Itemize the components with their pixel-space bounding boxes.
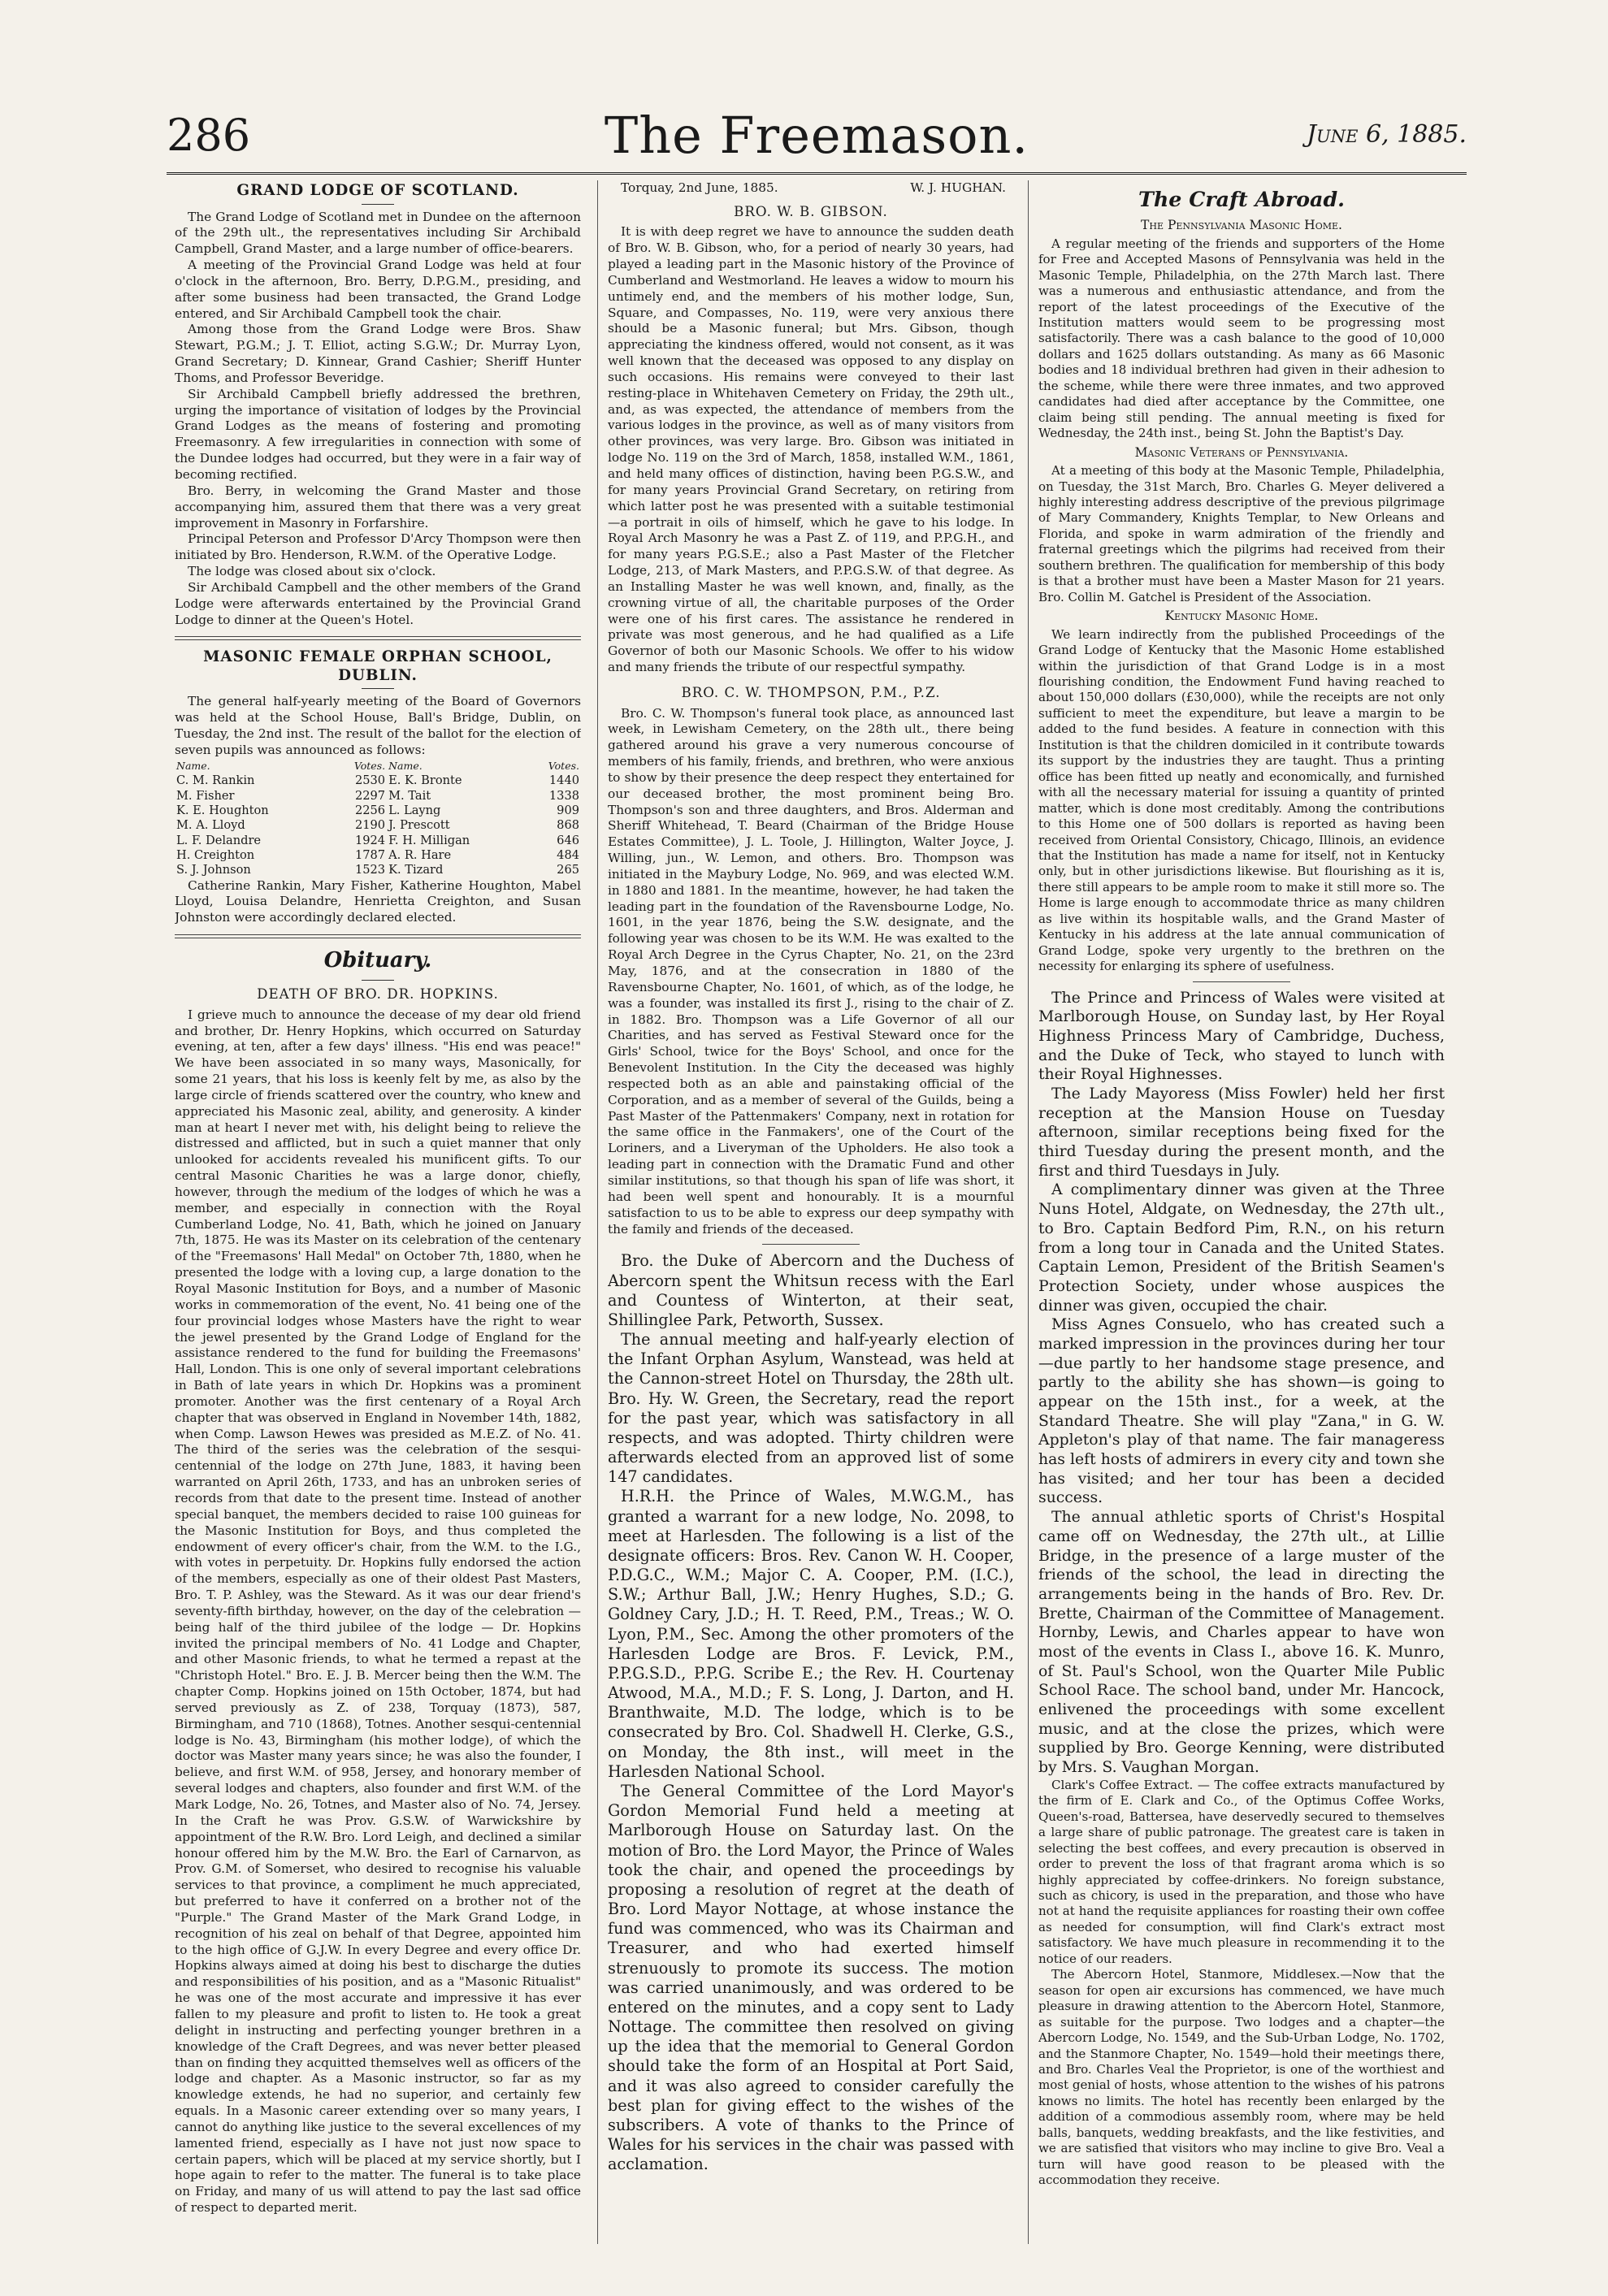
article-heading: BRO. C. W. THOMPSON, P.M., P.Z. xyxy=(681,684,941,700)
divider xyxy=(362,204,394,205)
divider xyxy=(362,980,394,981)
column-2 xyxy=(608,180,1014,2244)
paragraph: At a meeting of this body at the Masonic Temple, Philadelphia, on Tuesday, the 31st March, Bro. Charles G. Meyer delivered a highly interesting address descriptive of the previous pilgrimage of Mary Commandery, Knights Templar, to New Orleans and Florida, and spoke in warm admiration of the friendly and fraternal greetings which the pilgrims had received from their southern brethren. The qualification for membership of this body is that a brother must have been a Master Mason for 21 years. Bro. Collin M. Gatchel is President of the Association. xyxy=(1038,463,1445,604)
column-divider xyxy=(597,180,598,2244)
paragraph: The annual athletic sports of Christ's Hospital came off on Wednesday, the 27th ult., at Lillie Bridge, in the presence of a large muster of the friends of the school, the lead in directing the arrangements being in the hands of Bro. Rev. Dr. Brette, Chairman of the Committee of Management. Hornby, Lewis, and Charles appear to have won most of the events in Class I., above 16. K. Munro, of St. Paul's School, won the Quarter Mile Public School Race. The school band, under Mr. Hancock, enlivened the proceedings with some excellent music, and at the close the prizes, which were supplied by Bro. George Kenning, were distributed by Mrs. S. Vaughan Morgan. xyxy=(1038,1509,1445,1777)
vote-count: 646 xyxy=(557,833,579,847)
issue-date: June 6, 1885. xyxy=(1306,120,1467,149)
section-rule xyxy=(175,934,581,938)
section-title-obituary: Obituary. xyxy=(323,948,432,973)
ballot-results-table xyxy=(175,759,581,878)
table-header-row xyxy=(175,759,581,773)
paragraph: A regular meeting of the friends and supporters of the Home for Free and Accepted Masons of Pennsylvania was held in the Masonic Temple, Philadelphia, on the 27th March last. There was a numerous and enthusiastic attendance, and from the report of the latest proceedings of the Executive of the Institution matters would seem to be progressing most satisfactorily. There was a cash balance to the good of 10,000 dollars and 1625 dollars outstanding. As many as 66 Masonic bodies and 18 individual brethren had given in their adhesion to the scheme, while there were three inmates, and two approved candidates had died after acceptance by the Committee, one claim being still pending. The annual meeting is fixed for Wednesday, the 24th inst., being St. John the Baptist's Day. xyxy=(1038,236,1445,441)
page-number: 286 xyxy=(167,110,251,161)
vote-count: 265 xyxy=(557,863,579,877)
signature-name: W. J. HUGHAN. xyxy=(910,180,1006,195)
article-heading: Kentucky Masonic Home. xyxy=(1164,609,1319,624)
paragraph: The annual meeting and half-yearly election of the Infant Orphan Asylum, Wanstead, was held at the Cannon-street Hotel on Thursday, the 28th ult. Bro. Hy. W. Green, the Secretary, read the report for the past year, which was satisfactory in all respects, and was adopted. Thirty children were afterwards elected from an approved list of some 147 candidates. xyxy=(608,1330,1014,1487)
article-heading: GRAND LODGE OF SCOTLAND. xyxy=(236,182,519,199)
vote-count: 909 xyxy=(557,803,579,817)
column-header: Votes. xyxy=(353,759,386,772)
signature-place: Torquay, 2nd June, 1885. xyxy=(621,180,778,195)
vote-count: 2530 xyxy=(354,773,386,788)
signature-line xyxy=(608,180,1014,197)
column-header: Name. xyxy=(388,759,423,772)
paragraph: The General Committee of the Lord Mayor's Gordon Memorial Fund held a meeting at Marlborough House on Saturday last. On the motion of Bro. the Lord Mayor, the Prince of Wales took the chair, and opened the proceedings by proposing a resolution of regret at the death of Bro. Lord Mayor Nottage, at whose instance the fund was commenced, who was its Chairman and Treasurer, and who had exerted himself strenuously to promote its success. The motion was carried unanimously, and was ordered to be entered on the minutes, and a copy sent to Lady Nottage. The committee then resolved on giving up the idea that the memorial to General Gordon should take the form of an Hospital at Port Said, and it was also agreed to consider carefully the best plan for giving effect to the wishes of the subscribers. A vote of thanks to the Prince of Wales for his services in the chair was passed with acclamation. xyxy=(608,1781,1014,2174)
paragraph: H.R.H. the Prince of Wales, M.W.G.M., has granted a warrant for a new lodge, No. 2098, to meet at Harlesden. The following is a list of the designate officers: Bros. Rev. Canon W. H. Cooper, P.D.G.C., W.M.; Major C. A. Cooper, P.M. (I.C.), S.W.; Arthur Ball, J.W.; Henry Hughes, S.D.; G. Goldney Cary, J.D.; H. T. Reed, P.M., Treas.; W. O. Lyon, P.M., Sec. Among the other promoters of the Harlesden Lodge are Bros. F. Levick, P.M., P.P.G.S.D., P.P.G. Scribe E.; the Rev. H. Courtenay Atwood, M.A., M.D.; F. S. Long, J. Darton, and H. Branthwaite, M.D. The lodge, which is to be consecrated by Bro. Col. Shadwell H. Clerke, G.S., on Monday, the 8th inst., will meet in the Harlesden National School. xyxy=(608,1487,1014,1781)
candidate-name: A. R. Hare xyxy=(388,847,452,862)
section-rule xyxy=(175,636,581,640)
table-row xyxy=(175,818,581,833)
vote-count: 1440 xyxy=(548,773,579,788)
section-title-craft-abroad: The Craft Abroad. xyxy=(1138,187,1345,211)
candidate-name: L. Layng xyxy=(388,803,441,817)
candidate-name: K. Tizard xyxy=(388,863,444,877)
masthead-title: The Freemason. xyxy=(604,106,1029,165)
article-heading: MASONIC FEMALE ORPHAN SCHOOL, DUBLIN. xyxy=(203,648,553,684)
vote-count: 2256 xyxy=(354,803,386,817)
article-heading: The Pennsylvania Masonic Home. xyxy=(1141,218,1342,233)
paragraph: The Lady Mayoress (Miss Fowler) held her first reception at the Mansion House on Tuesday afternoon, similar receptions being fixed for the third Tuesday during the present month, and the first and third Tuesdays in July. xyxy=(1038,1085,1445,1180)
page-header xyxy=(167,107,1467,175)
candidate-name: K. E. Houghton xyxy=(176,803,269,817)
divider xyxy=(762,1244,860,1245)
table-row xyxy=(175,773,581,788)
paragraph: Bro. C. W. Thompson's funeral took place, as announced last week, in Lewisham Cemetery, on the 28th ult., there being gathered around his grave a very numerous concourse of members of his family, friends, and brethren, who were anxious to show by their presence the deep respect they entertained for our deceased brother, the most prominent being Bro. Thompson's son and three daughters, and Bros. Alderman and Sheriff Whitehead, T. Beard (Chairman of the Bridge House Estates Committee), J. L. Toole, J. Hillington, Walter Joyce, J. Willing, jun., W. Lemon, and others. Bro. Thompson was initiated in the Maybury Lodge, No. 969, and was elected W.M. in 1880 and 1881. In the meantime, however, he had taken the leading part in the foundation of the Ravensbourne Lodge, No. 1601, in the year 1876, being the S.W. designate, and the following year was chosen to be its W.M. He was exalted to the Royal Arch Degree in the Cyrus Chapter, No. 21, on the 23rd May, 1876, and at the consecration in 1880 of the Ravensbourne Chapter, No. 1601, of which, as of the lodge, he was a founder, was installed its first J., rising to the chair of Z. in 1882. Bro. Thompson was a Life Governor of all our Charities, and has served as Festival Steward once for the Girls' School, twice for the Boys' School, and once for the Benevolent Institution. In the City the deceased was highly respected both as an able and painstaking official of the Corporation, and as a member of several of the Guilds, being a Past Master of the Pattenmakers' Company, next in rotation for the same office in the Fanmakers', one of the Court of the Loriners, and a Liveryman of the Upholders. He also took a leading part in connection with the Dramatic Fund and other similar institutions, so that though his span of life was short, it had been well spent and honourably. It is a mournful satisfaction to us to be able to express our deep sympathy with the family and friends of the deceased. xyxy=(608,705,1014,1237)
candidate-name: M. Fisher xyxy=(176,788,235,803)
table-row xyxy=(175,834,581,848)
paragraph: The general half-yearly meeting of the Board of Governors was held at the School House, Ball's Bridge, Dublin, on Tuesday, the 2nd inst. The result of the ballot for the election of seven pupils was announced as follows: xyxy=(175,694,581,758)
candidate-name: M. Tait xyxy=(388,788,431,803)
table-row xyxy=(175,804,581,818)
vote-count: 2190 xyxy=(354,818,386,833)
paragraph: Sir Archibald Campbell and the other members of the Grand Lodge were afterwards entertained by the Provincial Grand Lodge to dinner at the Queen's Hotel. xyxy=(175,579,581,627)
candidate-name: M. A. Lloyd xyxy=(176,818,245,833)
vote-count: 484 xyxy=(557,847,579,862)
vote-count: 2297 xyxy=(354,788,386,803)
column-header: Votes. xyxy=(548,759,579,772)
candidate-name: E. K. Bronte xyxy=(388,773,462,788)
candidate-name: C. M. Rankin xyxy=(176,773,255,788)
column-2-flow xyxy=(608,180,1014,2174)
paragraph: We learn indirectly from the published Proceedings of the Grand Lodge of Kentucky that the Masonic Home established within the jurisdiction of that Grand Lodge is in a most flourishing condition, the Endowment Fund having reached to about 150,000 dollars (£30,000), while the receipts are not only sufficient to meet the expenditure, but leave a margin to be added to the fund besides. A feature in connection with this Institution is that the children domiciled in it contribute towards its support by the industries they are taught. Thus a printing office has been fitted up neatly and economically, and furnished with all the necessary material for issuing a quantity of printed matter, which is done most creditably. Among the contributions to this Home one of 500 dollars is reported as having been received from Oriental Consistory, Chicago, Illinois, an evidence that the Institution has made a name for itself, not in Kentucky only, but in other jurisdictions likewise. But flourishing as it is, there still appears to be ample room to make it still more so. The Home is large enough to accommodate thrice as many children as live within its hospitable walls, and the Grand Master of Kentucky in his address at the late annual communication of Grand Lodge, spoke very urgently to the brethren on the necessity for enlarging its sphere of usefulness. xyxy=(1038,626,1445,974)
paragraph: Bro. Berry, in welcoming the Grand Master and those accompanying him, assured them that there was a very great improvement in Masonry in Forfarshire. xyxy=(175,483,581,531)
paragraph: Bro. the Duke of Abercorn and the Duchess of Abercorn spent the Whitsun recess with the Earl and Countess of Winterton, at their seat, Shillinglee Park, Petworth, Sussex. xyxy=(608,1251,1014,1329)
table-row xyxy=(175,848,581,863)
candidate-name: S. J. Johnson xyxy=(176,863,251,877)
paragraph: Sir Archibald Campbell briefly addressed the brethren, urging the importance of visitation of lodges by the Provincial Grand Lodges as the means of fostering and promoting Freemasonry. A few irregularities in connection with some of the Dundee lodges had occurred, but they were in a fair way of becoming rectified. xyxy=(175,386,581,483)
candidate-name: F. H. Milligan xyxy=(388,833,470,847)
paragraph: Catherine Rankin, Mary Fisher, Katherine Houghton, Mabel Lloyd, Louisa Delandre, Henrietta Creighton, and Susan Johnston were accordingly declared elected. xyxy=(175,877,581,925)
paragraph: It is with deep regret we have to announce the sudden death of Bro. W. B. Gibson, who, for a period of nearly 30 years, had played a leading part in the Masonic history of the Province of Cumberland and Westmorland. He leaves a widow to mourn his untimely end, and the members of his mother lodge, Sun, Square, and Compasses, No. 119, were very anxious there should be a Masonic funeral; but Mrs. Gibson, though appreciating the kindness offered, would not consent, as it was well known that the deceased was opposed to any display on such occasions. His remains were conveyed to their last resting-place in Whitehaven Cemetery on Friday, the 29th ult., and, as was expected, the attendance of members from the various lodges in the province, as well as of many visitors from other provinces, was very large. Bro. Gibson was initiated in lodge No. 119 on the 3rd of March, 1858, installed W.M., 1861, and held many offices of distinction, having been P.G.S.W., and for many years Provincial Grand Secretary, on retiring from which latter post he was presented with a suitable testimonial—a portrait in oils of himself, which he gave to his lodge. In Royal Arch Masonry he was a Past Z. of 119, and P.P.G.H., and for many years P.G.S.E.; also a Past Master of the Fletcher Lodge, 213, of Mark Masters, and P.P.G.S.W. of that degree. As an Installing Master he was well known, and, finally, as the crowning virtue of all, the charitable purposes of the Order were one of his first cares. The assistance he rendered in private was most generous, and he had qualified as a Life Governor of both our Masonic Schools. We offer to his widow and many friends the tribute of our respectful sympathy. xyxy=(608,224,1014,675)
paragraph: I grieve much to announce the decease of my dear old friend and brother, Dr. Henry Hopkins, which occurred on Saturday evening, at ten, after a few days' illness. "His end was peace!" We have been associated in so many ways, Masonically, for some 21 years, that his loss is keenly felt by me, as also by the large circle of friends scattered over the country, who knew and appreciated his Masonic zeal, ability, and generosity. A kinder man at heart I never met with, his delight being to relieve the distressed and afflicted, but in such a quiet manner that only unlooked for accidents revealed his munificent gifts. To our central Masonic Charities he was a large donor, chiefly, however, through the medium of the lodges of which he was a member, and especially in connection with the Royal Cumberland Lodge, No. 41, Bath, which he joined on January 7th, 1875. He was its Master on its celebration of the centenary of the "Freemasons' Hall Medal" on October 7th, 1880, when he presented the lodge with a loving cup, a large donation to the Royal Masonic Institution for Boys, and a number of Masonic works in commemoration of the event, No. 41 being one of the four provincial lodges whose Masters have the right to wear the jewel presented by the Grand Lodge of England for the assistance rendered to the fund for building the Freemasons' Hall, London. This is one only of several important celebrations in Bath of late years in which Dr. Hopkins was a prominent promoter. Another was the first centenary of a Royal Arch chapter that was observed in England in November 14th, 1882, when Comp. Lawson Hewes was presided as M.E.Z. of No. 41. The third of the series was the celebration of the sesqui-centennial of the lodge on 27th June, 1883, it having been warranted on April 26th, 1733, and has an unbroken series of records from that date to the present time. Instead of another special banquet, the members decided to raise 100 guineas for the Masonic Institution for Boys, and thus completed the endowment of every officer's chair, from the W.M. to the I.G., with votes in perpetuity. Dr. Hopkins fully endorsed the action of the members, especially as one of their oldest Past Masters, Bro. T. P. Ashley, was the Steward. As it was our dear friend's seventy-fifth birthday, however, on the day of the celebration — being half of the third jubilee of the lodge — Dr. Hopkins invited the principal members of No. 41 Lodge and Chapter, and other Masonic friends, to what he termed a repast at the "Christoph Hotel." Bro. E. J. B. Mercer being then the W.M. The chapter Comp. Hopkins joined on 15th October, 1874, but had served previously as Z. of 238, Torquay (1873), 587, Birmingham, and 710 (1868), Totnes. Another sesqui-centennial lodge is No. 43, Birmingham (his mother lodge), of which the doctor was Master many years since; he was also the founder, I believe, and first W.M. of 958, Jersey, and honorary member of several lodges and chapters, also founder and first W.M. of the Mark Lodge, No. 26, Totnes, and Master also of No. 74, Jersey. In the Craft he was Prov. G.S.W. of Warwickshire by appointment of the R.W. Bro. Lord Leigh, and declined a similar honour offered him by the M.W. Bro. the Earl of Carnarvon, as Prov. G.M. of Somerset, who desired to recognise his valuable services to that province, a compliment he much appreciated, but preferred to have it conferred on a brother not of the "Purple." The Grand Master of the Mark Grand Lodge, in recognition of his zeal on behalf of that Degree, appointed him to the high office of G.J.W. In every Degree and every office Dr. Hopkins always aimed at doing his best to discharge the duties and responsibilities of his position, and as a "Masonic Ritualist" he was one of the most accurate and impressive it has ever fallen to my pleasure and profit to listen to. He took a great delight in instructing and perfecting younger brethren in a knowledge of the Craft Degrees, and was never better pleased than on finding they acquitted themselves well as officers of the lodge and chapter. As a Masonic instructor, so far as my knowledge extends, he had no superior, and certainly few equals. In a Masonic career extending over so many years, I cannot do anything like justice to the several excellences of my lamented friend, especially as I have not just now space to certain papers, which will be placed at my service shortly, but I hope again to refer to the matter. The funeral is to take place on Friday, and many of us will attend to pay the last sad office of respect to departed merit. xyxy=(175,1007,581,2216)
article-heading: BRO. W. B. GIBSON. xyxy=(734,203,888,219)
vote-count: 1787 xyxy=(354,847,386,862)
article-heading: Masonic Veterans of Pennsylvania. xyxy=(1134,444,1349,460)
candidate-name: J. Prescott xyxy=(388,818,450,833)
vote-count: 868 xyxy=(557,818,579,833)
article-heading: DEATH OF BRO. DR. HOPKINS. xyxy=(257,986,499,1003)
paragraph: A complimentary dinner was given at the Three Nuns Hotel, Aldgate, on Wednesday, the 27th ult., to Bro. Captain Bedford Pim, R.N., on his return from a long tour in Canada and the United States. Captain Lemon, President of the British Seamen's Protection Society, under whose auspices the dinner was given, occupied the chair. xyxy=(1038,1181,1445,1315)
vote-count: 1924 xyxy=(354,833,386,847)
vote-count: 1338 xyxy=(548,788,579,803)
column-3 xyxy=(1038,180,1445,2244)
table-row xyxy=(175,789,581,804)
paragraph: The Prince and Princess of Wales were visited at Marlborough House, on Sunday last, by Her Royal Highness Princess Mary of Cambridge, Duchess, and the Duke of Teck, who stayed to lunch with their Royal Highnesses. xyxy=(1038,989,1445,1084)
paragraph: The Grand Lodge of Scotland met in Dundee on the afternoon of the 29th ult., the representatives including Sir Archibald Campbell, Grand Master, and a large number of office-bearers. xyxy=(175,209,581,257)
divider xyxy=(1193,981,1290,982)
paragraph: Miss Agnes Consuelo, who has created such a marked impression in the provinces during her tour—due partly to her handsome stage presence, and partly to the ability she has shown—is going to appear on the 15th inst., for a week, at the Standard Theatre. She will play "Zana," in G. W. Appleton's play of that name. The fair manageress has left hosts of admirers in every city and town she has visited; and her tour has been a decided success. xyxy=(1038,1316,1445,1507)
candidate-name: H. Creighton xyxy=(176,847,255,862)
paragraph: Among those from the Grand Lodge were Bros. Shaw Stewart, P.G.M.; J. T. Elliot, acting S.G.W.; Dr. Murray Lyon, Grand Secretary; D. Kinnear, Grand Cashier; Sheriff Hunter Thoms, and Professor Beveridge. xyxy=(175,322,581,385)
paragraph: The Abercorn Hotel, Stanmore, Middlesex.—Now that the season for open air excursions has commenced, we have much pleasure in drawing attention to the Abercorn Hotel, Stanmore, as suitable for the purpose. Two lodges and a chapter—the Abercorn Lodge, No. 1549, and the Sub-Urban Lodge, No. 1702, and the Stanmore Chapter, No. 1549—hold their meetings there, and Bro. Charles Veal the Proprietor, is one of the worthiest and most genial of hosts, whose attention to the wishes of his patrons knows no limits. The hotel has recently been enlarged by the addition of a commodious assembly room, where may be held balls, banquets, wedding breakfasts, and the like festivities, and we are satisfied that visitors who may incline to give Bro. Veal a turn will have good reason to be pleased with the accommodation they receive. xyxy=(1038,1967,1445,2188)
column-header: Name. xyxy=(176,759,210,772)
column-divider xyxy=(1028,180,1029,2244)
candidate-name: L. F. Delandre xyxy=(176,833,262,847)
table-row xyxy=(175,863,581,877)
paragraph: The lodge was closed about six o'clock. xyxy=(188,564,436,579)
paragraph: Clark's Coffee Extract. — The coffee extracts manufactured by the firm of E. Clark and Co., of the Optimus Coffee Works, Queen's-road, Battersea, have deservedly secured to themselves a large share of public patronage. The greatest care is taken in selecting the best coffees, and every precaution is observed in order to prevent the loss of that fragrant aroma which is so highly appreciated by coffee-drinkers. No foreign substance, such as chicory, is used in the preparation, and those who have not at hand the requisite appliances for roasting their own coffee as needed for consumption, will find Clark's extract most satisfactory. We have much pleasure in recommending it to the notice of our readers. xyxy=(1038,1777,1445,1966)
divider xyxy=(362,688,394,689)
paragraph: A meeting of the Provincial Grand Lodge was held at four o'clock in the afternoon, Bro. Berry, D.P.G.M., presiding, and after some business had been transacted, the Grand Lodge entered, and Sir Archibald Campbell took the chair. xyxy=(175,258,581,321)
vote-count: 1523 xyxy=(354,863,386,877)
column-1 xyxy=(175,180,581,2244)
paragraph: Principal Peterson and Professor D'Arcy Thompson were then initiated by Bro. Henderson, R.W.M. of the Operative Lodge. xyxy=(175,531,581,563)
